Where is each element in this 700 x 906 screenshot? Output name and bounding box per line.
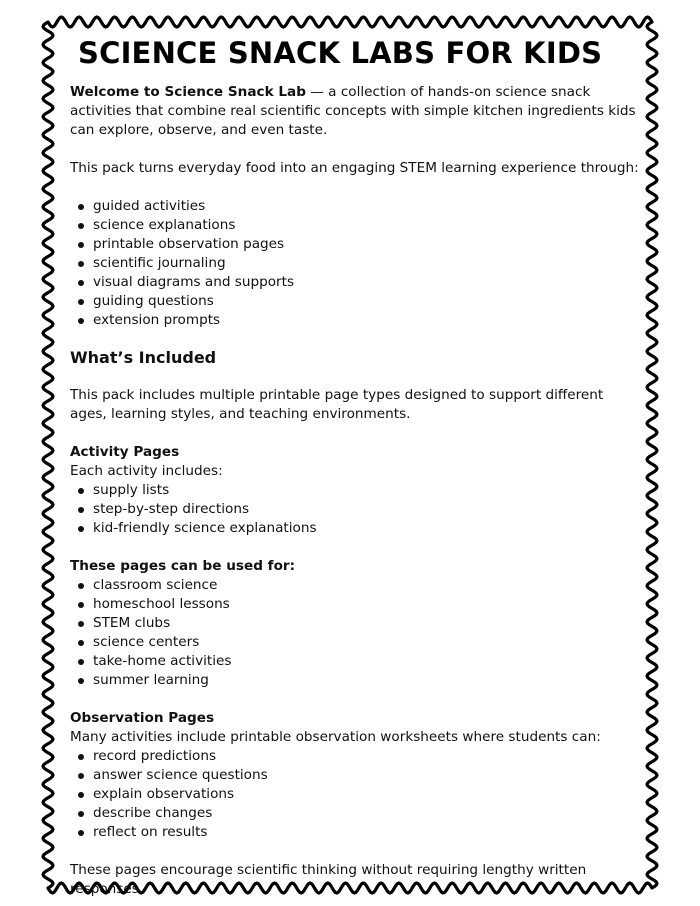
observation-list [70,747,640,842]
uses-heading: These pages can be used for: [70,558,296,574]
list-item: guided activities [70,197,640,216]
list-item: STEM clubs [70,614,640,633]
activity-intro: Each activity includes: [70,463,223,479]
list-item: reflect on results [70,823,640,842]
uses-list [70,576,640,690]
page-title: SCIENCE SNACK LABS FOR KIDS [78,36,603,70]
list-item: record predictions [70,747,640,766]
intro-bold: Welcome to Science Snack Lab [70,84,306,100]
intro-paragraph [70,83,640,140]
section-heading-included: What’s Included [70,348,217,367]
list-item: science explanations [70,216,640,235]
list-item: guiding questions [70,292,640,311]
list-item: explain observations [70,785,640,804]
list-item: scientific journaling [70,254,640,273]
list-item: step-by-step directions [70,500,640,519]
included-paragraph: This pack includes multiple printable page types designed to support different ages, learning styles, and teaching environments. [70,387,604,422]
pack-list [70,197,640,330]
list-item: homeschool lessons [70,595,640,614]
list-item: supply lists [70,481,640,500]
list-item: describe changes [70,804,640,823]
intro-text: — a collection of hands-on science snack activities that combine real scientific concepts with simple kitchen ingredients kids can explore, observe, and even taste. [70,84,636,138]
list-item: answer science questions [70,766,640,785]
pack-line: This pack turns everyday food into an engaging STEM learning experience through: [70,160,639,176]
activity-list [70,481,640,538]
list-item: classroom science [70,576,640,595]
list-item: science centers [70,633,640,652]
observation-intro: Many activities include printable observation worksheets where students can: [70,729,601,745]
list-item: take-home activities [70,652,640,671]
list-item: visual diagrams and supports [70,273,640,292]
list-item: summer learning [70,671,640,690]
activity-pages-heading: Activity Pages [70,444,180,460]
list-item: printable observation pages [70,235,640,254]
closing-paragraph: These pages encourage scientific thinking without requiring lengthy written responses. [70,862,587,897]
observation-pages-heading: Observation Pages [70,710,215,726]
page-content [70,36,640,899]
list-item: extension prompts [70,311,640,330]
list-item: kid-friendly science explanations [70,519,640,538]
